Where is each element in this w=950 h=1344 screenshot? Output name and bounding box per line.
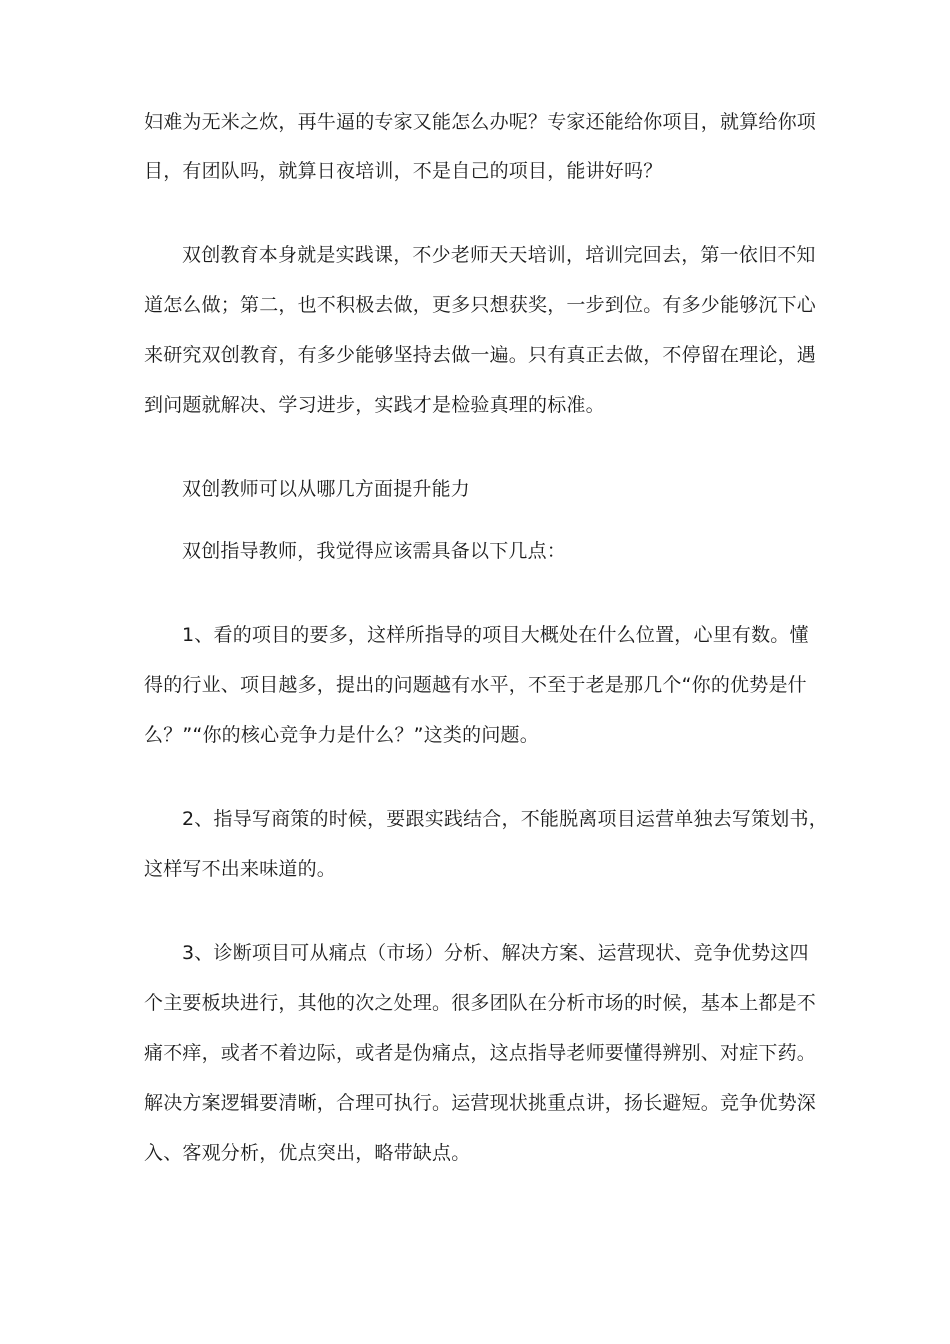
text-line: 1、看的项目的要多，这样所指导的项目大概处在什么位置，心里有数。懂 <box>182 624 809 646</box>
text-line: 来研究双创教育，有多少能够坚持去做一遍。只有真正去做，不停留在理论，遇 <box>144 344 817 366</box>
text-line: 个主要板块进行，其他的次之处理。很多团队在分析市场的时候，基本上都是不 <box>144 992 817 1014</box>
text-line: 这样写不出来味道的。 <box>144 858 337 880</box>
text-line: 得的行业、项目越多，提出的问题越有水平，不至于老是那几个“你的优势是什 <box>144 674 807 696</box>
text-line: 双创教师可以从哪几方面提升能力 <box>182 478 471 500</box>
text-line: 双创指导教师，我觉得应该需具备以下几点： <box>182 540 567 562</box>
text-line: 道怎么做；第二，也不积极去做，更多只想获奖，一步到位。有多少能够沉下心 <box>144 294 817 316</box>
text-line: 到问题就解决、学习进步，实践才是检验真理的标准。 <box>144 394 605 416</box>
text-line: 目，有团队吗，就算日夜培训，不是自己的项目，能讲好吗？ <box>144 160 663 182</box>
text-line: 入、客观分析，优点突出，略带缺点。 <box>144 1142 471 1164</box>
text-line: 双创教育本身就是实践课，不少老师天天培训，培训完回去，第一依旧不知 <box>182 244 816 266</box>
text-line: 2、指导写商策的时候，要跟实践结合，不能脱离项目运营单独去写策划书， <box>182 808 828 830</box>
text-line: 妇难为无米之炊，再牛逼的专家又能怎么办呢？专家还能给你项目，就算给你项 <box>144 111 817 133</box>
text-line: 3、诊断项目可从痛点（市场）分析、解决方案、运营现状、竞争优势这四 <box>182 942 809 964</box>
text-line: 痛不痒，或者不着边际，或者是伪痛点，这点指导老师要懂得辨别、对症下药。 <box>144 1042 817 1064</box>
text-line: 么？”“你的核心竞争力是什么？”这类的问题。 <box>144 724 539 746</box>
text-line: 解决方案逻辑要清晰，合理可执行。运营现状挑重点讲，扬长避短。竞争优势深 <box>144 1092 817 1114</box>
